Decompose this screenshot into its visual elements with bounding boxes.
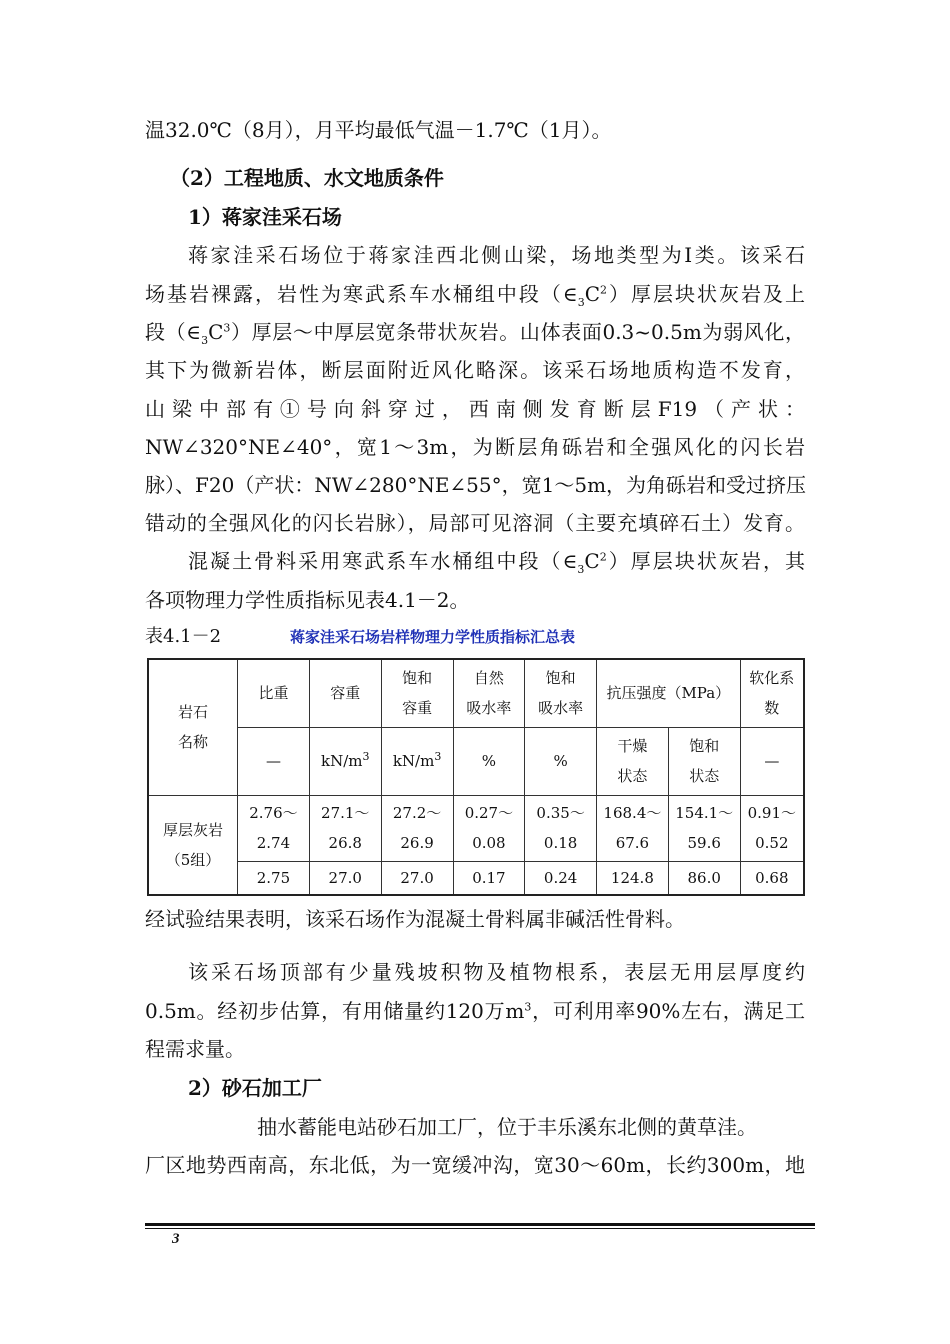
header-rock-name: 岩石 名称 [148, 659, 238, 795]
reserve-paragraph-line-3: 程需求量。 [145, 1037, 245, 1061]
average-cell: 2.75 [238, 861, 310, 895]
aggregate-paragraph-line-1: 混凝土骨料采用寒武系车水桶组中段$(\in_3C^2)$厚层块状灰岩，其 [188, 549, 806, 576]
plant-paragraph-line-2: 厂区地势西南高，东北低，为一宽缓冲沟，宽30～60m，长约300m，地 [145, 1153, 805, 1177]
footer-rule-thin [145, 1228, 815, 1229]
test-result-line: 经试验结果表明，该采石场作为混凝土骨料属非碱活性骨料。 [145, 907, 685, 931]
quarry-paragraph-line-5: 山梁中部有①号向斜穿过，西南侧发育断层F19（产状： [145, 397, 805, 421]
section-heading: （2）工程地质、水文地质条件 [170, 166, 444, 190]
rock-properties-table [147, 658, 805, 896]
subsection-heading-plant: 2）砂石加工厂 [188, 1076, 322, 1100]
average-cell: 27.0 [309, 861, 381, 895]
quarry-paragraph-line-7: 脉）、F20（产状：NW∠280°NE∠55°，宽1～5m，为角砾岩和受过挤压 [145, 473, 807, 497]
quarry-paragraph-line-4: 其下为微新岩体，断层面附近风化略深。该采石场地质构造不发育， [145, 358, 805, 382]
quarry-paragraph-line-8: 错动的全强风化的闪长岩脉），局部可见溶洞（主要充填碎石土）发育。 [145, 511, 805, 535]
range-cell: 0.91～ 0.52 [740, 795, 804, 861]
range-cell: 27.1～ 26.8 [309, 795, 381, 861]
aggregate-paragraph-line-2: 各项物理力学性质指标见表4.1－2。 [145, 588, 470, 612]
unit-saturated-absorption: % [525, 727, 597, 795]
average-cell: 27.0 [381, 861, 453, 895]
average-cell: 124.8 [597, 861, 669, 895]
range-cell: 154.1～ 59.6 [668, 795, 740, 861]
unit-natural-absorption: % [453, 727, 525, 795]
unit-saturated-weight: $kN/m^3$ [381, 727, 453, 795]
header-unit-weight: 容重 [309, 659, 381, 727]
table-header-row [148, 659, 804, 727]
header-saturated-weight: 饱和 容重 [381, 659, 453, 727]
rock-name-cell: 厚层灰岩 （5组） [148, 795, 238, 895]
range-cell: 27.2～ 26.9 [381, 795, 453, 861]
header-specific-gravity: 比重 [238, 659, 310, 727]
unit-dry-state: 干燥 状态 [597, 727, 669, 795]
unit-unit-weight: $kN/m^3$ [309, 727, 381, 795]
table-caption-title: 蒋家洼采石场岩样物理力学性质指标汇总表 [290, 628, 576, 646]
range-cell: 168.4～ 67.6 [597, 795, 669, 861]
quarry-paragraph-line-2: 场基岩裸露，岩性为寒武系车水桶组中段$(\in_3C^2)$厚层块状灰岩及上 [145, 282, 806, 309]
page-number: 3 [172, 1231, 180, 1247]
range-cell: 0.27～ 0.08 [453, 795, 525, 861]
header-softening-coefficient: 软化系 数 [740, 659, 804, 727]
average-cell: 86.0 [668, 861, 740, 895]
quarry-paragraph-line-3: 段$(\in_3C^3)$厚层～中厚层宽条带状灰岩。山体表面0.3~0.5m为弱风化， [145, 320, 805, 347]
table-unit-row [148, 727, 804, 795]
plant-paragraph-line-1: 抽水蓄能电站砂石加工厂，位于丰乐溪东北侧的黄草洼。 [257, 1115, 757, 1139]
table-range-row [148, 795, 804, 861]
average-cell: 0.68 [740, 861, 804, 895]
header-natural-absorption: 自然 吸水率 [453, 659, 525, 727]
header-saturated-absorption: 饱和 吸水率 [525, 659, 597, 727]
subsection-heading-quarry: 1）蒋家洼采石场 [188, 205, 342, 229]
average-cell: 0.17 [453, 861, 525, 895]
reserve-paragraph-line-2: 0.5m。经初步估算，有用储量约120万$m^3$，可利用率90%左右，满足工 [145, 999, 805, 1023]
footer-rule-thick [145, 1223, 815, 1226]
unit-specific-gravity: — [238, 727, 310, 795]
unit-softening: — [740, 727, 804, 795]
table-average-row [148, 861, 804, 895]
quarry-paragraph-line-6: NW∠320°NE∠40°，宽1～3m，为断层角砾岩和全强风化的闪长岩 [145, 435, 805, 459]
climate-text-line: 温32.0℃（8月），月平均最低气温－1.7℃（1月）。 [145, 118, 612, 142]
unit-saturated-state: 饱和 状态 [668, 727, 740, 795]
range-cell: 0.35～ 0.18 [525, 795, 597, 861]
table-caption-label: 表4.1－2 [145, 626, 222, 647]
average-cell: 0.24 [525, 861, 597, 895]
header-compressive-strength: 抗压强度（MPa） [597, 659, 741, 727]
range-cell: 2.76～ 2.74 [238, 795, 310, 861]
reserve-paragraph-line-1: 该采石场顶部有少量残坡积物及植物根系，表层无用层厚度约 [188, 960, 805, 984]
quarry-paragraph-line-1: 蒋家洼采石场位于蒋家洼西北侧山梁，场地类型为Ⅰ类。该采石 [188, 243, 805, 267]
